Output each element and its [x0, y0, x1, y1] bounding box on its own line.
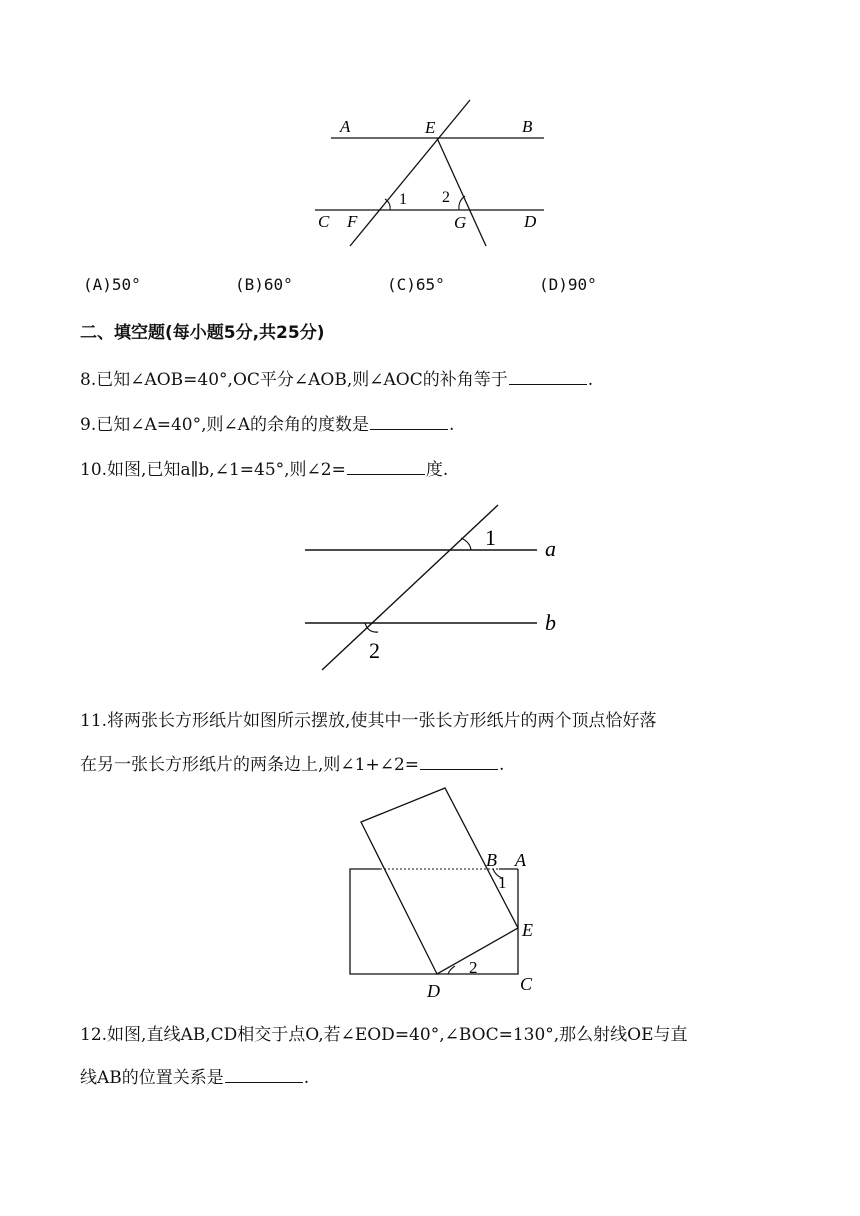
label-d: D — [524, 212, 537, 231]
label-angle-1: 1 — [399, 191, 407, 208]
question-10-text: 10.如图,已知a∥b,∠1=45°,则∠2= — [80, 460, 346, 480]
question-12-text: 线AB的位置关系是 — [80, 1068, 224, 1088]
option-c: (C)65° — [387, 275, 445, 294]
label-c: C — [520, 974, 533, 994]
option-d: (D)90° — [539, 275, 597, 294]
label-angle-2: 2 — [442, 189, 450, 206]
option-b: (B)60° — [235, 275, 293, 294]
question-9-end: . — [449, 415, 455, 435]
label-c: C — [318, 212, 330, 231]
label-g: G — [454, 213, 467, 232]
question-11-line-1: 11.将两张长方形纸片如图所示摆放,使其中一张长方形纸片的两个顶点恰好落 — [80, 711, 657, 731]
tilted-rectangle — [361, 788, 518, 974]
question-8-text: 8.已知∠AOB=40°,OC平分∠AOB,则∠AOC的补角等于 — [80, 370, 508, 390]
label-angle-1: 1 — [485, 525, 496, 550]
question-10-end: 度. — [425, 460, 449, 480]
question-11-text: 在另一张长方形纸片的两条边上,则∠1+∠2= — [80, 755, 420, 775]
label-b: B — [486, 850, 497, 870]
question-12-line-2 — [80, 1063, 309, 1088]
question-12-line-1: 12.如图,直线AB,CD相交于点O,若∠EOD=40°,∠BOC=130°,那么射线OE与直 — [80, 1025, 688, 1045]
label-a: A — [515, 850, 526, 870]
label-angle-2: 2 — [369, 638, 380, 663]
bottom-rectangle — [350, 869, 518, 974]
question-12-end: . — [303, 1068, 310, 1088]
label-f: F — [347, 212, 358, 231]
question-9-text: 9.已知∠A=40°,则∠A的余角的度数是 — [80, 415, 370, 435]
label-angle-2: 2 — [469, 958, 478, 977]
label-b: B — [522, 117, 533, 136]
question-11-end: . — [499, 755, 505, 775]
section-heading: 二、填空题(每小题5分,共25分) — [80, 323, 325, 343]
label-line-b: b — [545, 610, 556, 635]
label-e: E — [425, 118, 436, 137]
label-a: A — [340, 117, 351, 136]
label-e: E — [522, 920, 533, 940]
answer-blank-12[interactable] — [225, 1068, 303, 1083]
label-line-a: a — [545, 536, 556, 561]
label-angle-1: 1 — [498, 873, 507, 892]
question-8-end: . — [587, 370, 594, 390]
option-a: (A)50° — [83, 275, 141, 294]
label-d: D — [427, 981, 440, 1001]
